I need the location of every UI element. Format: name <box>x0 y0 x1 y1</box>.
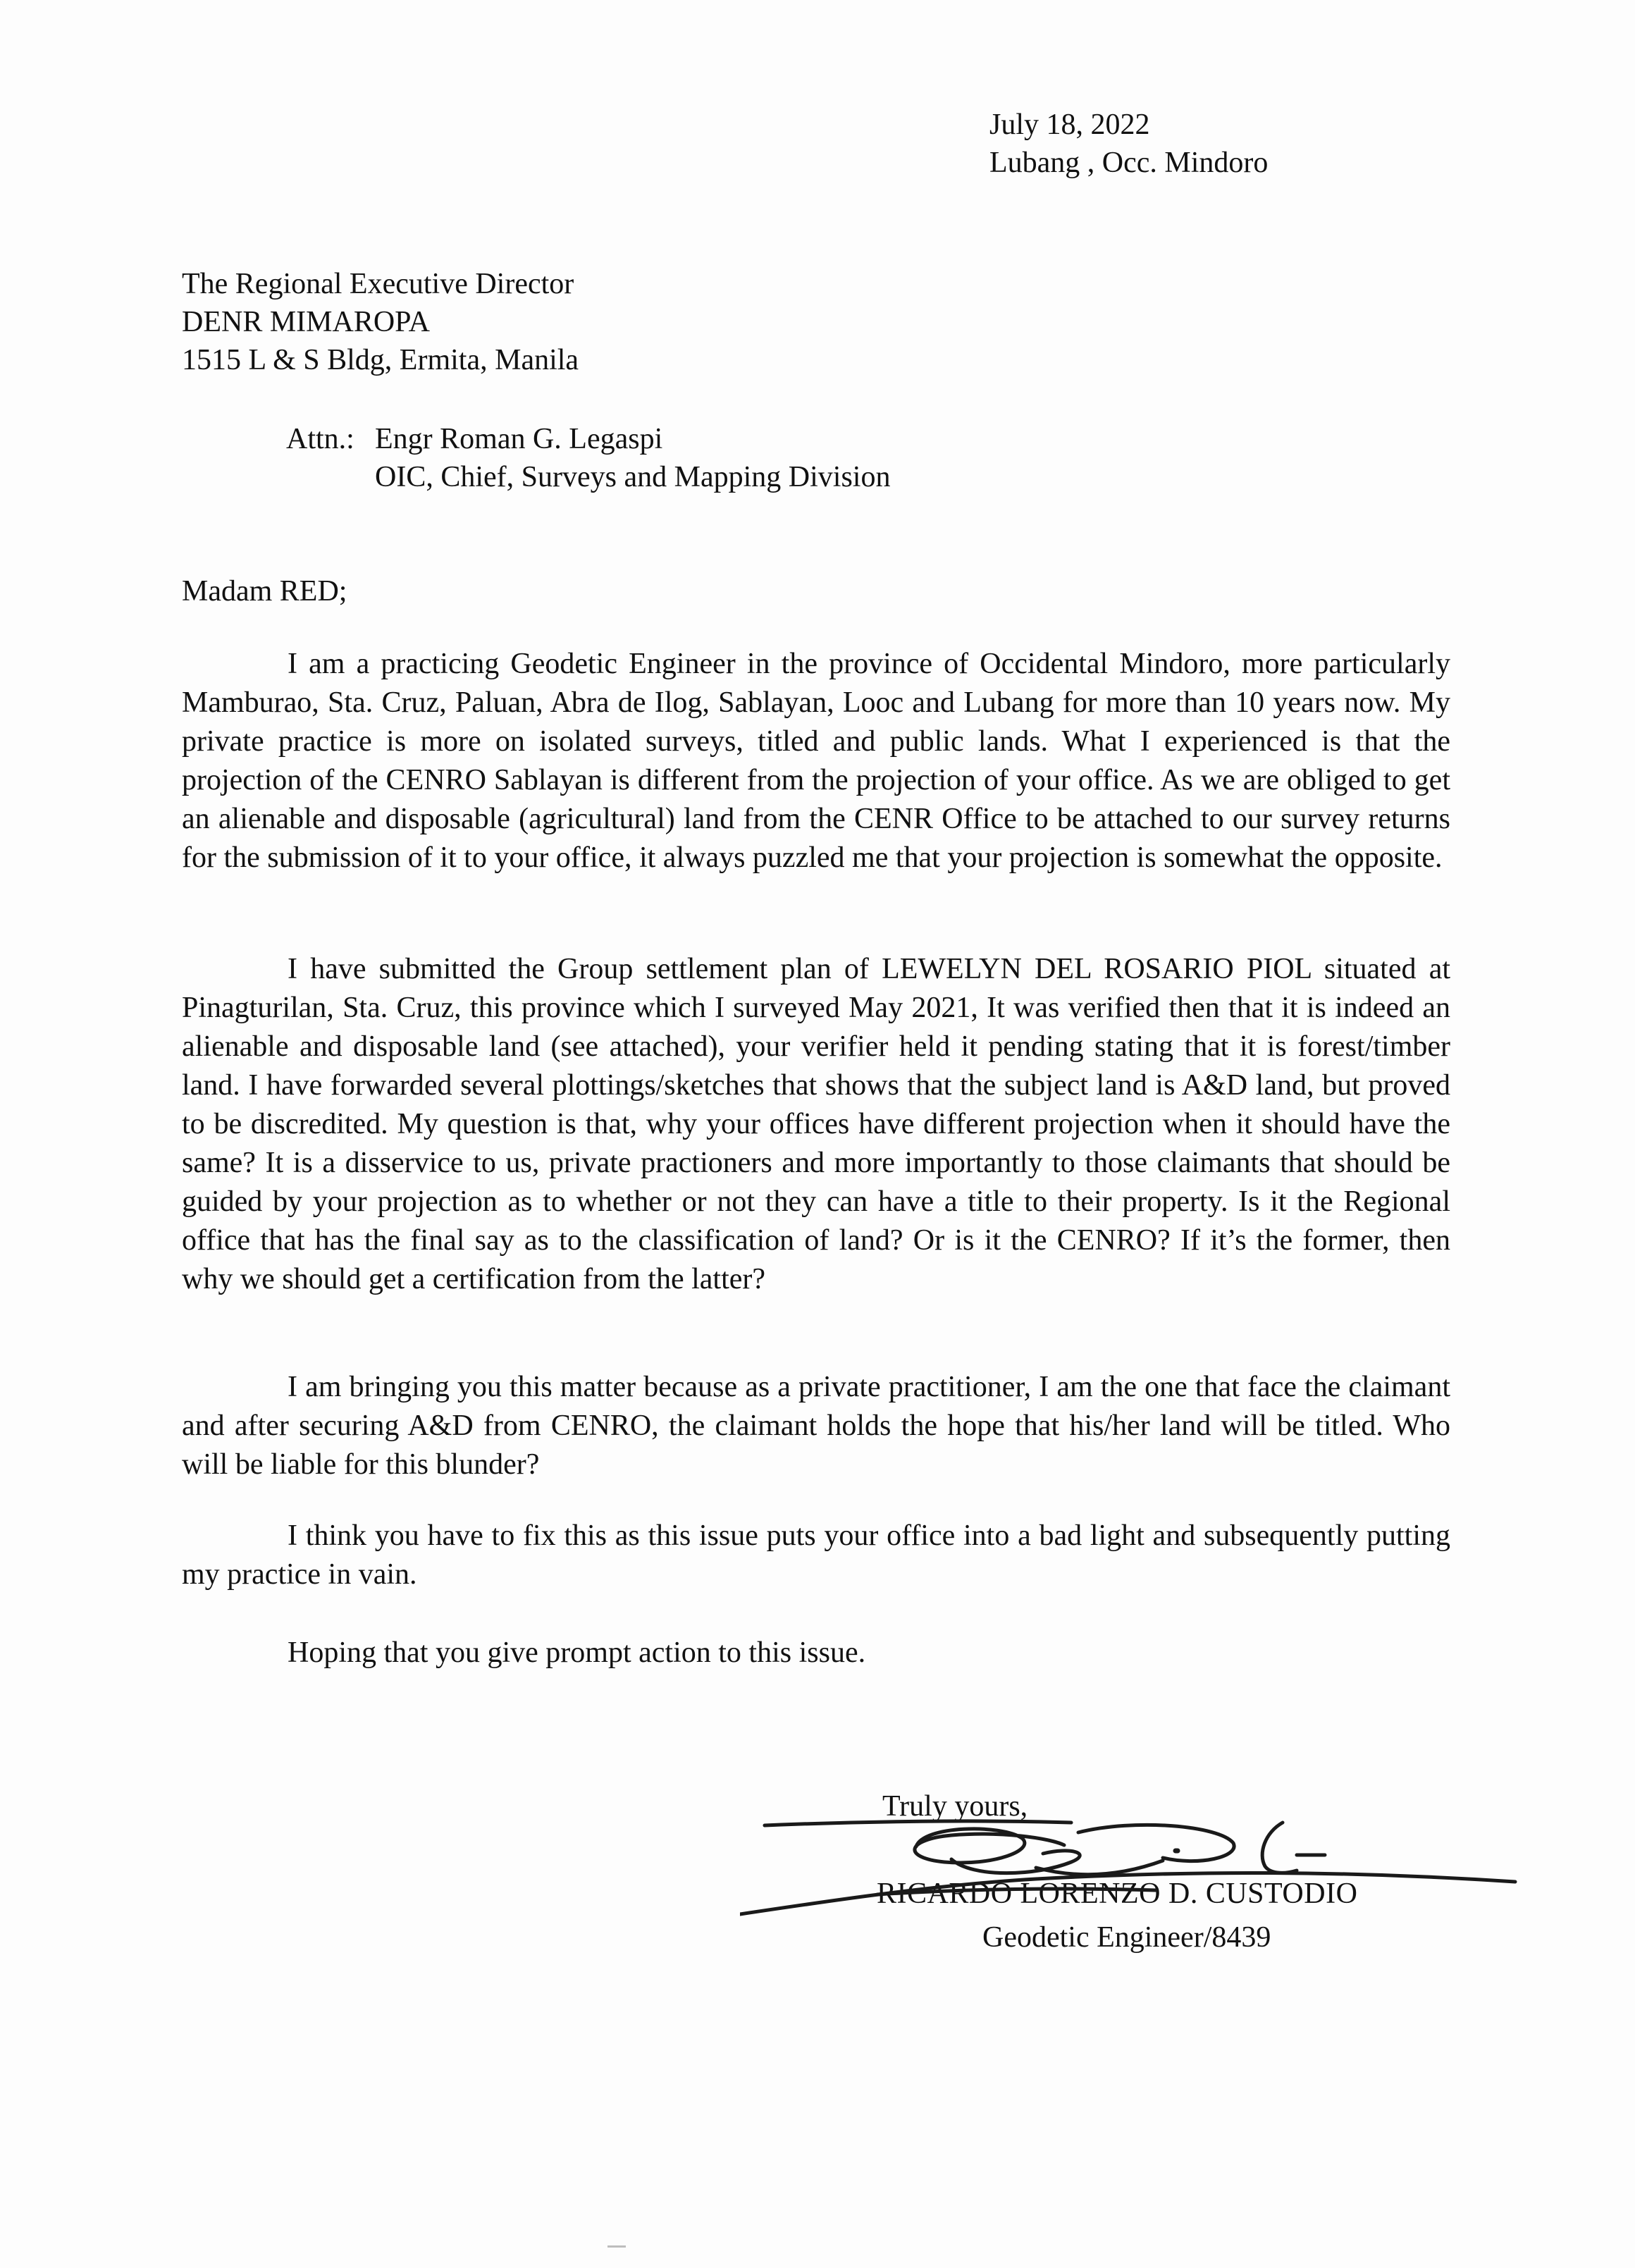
letter-place: Lubang , Occ. Mindoro <box>989 147 1269 179</box>
signatory-name: RICARDO LORENZO D. CUSTODIO <box>877 1878 1358 1910</box>
handwritten-signature <box>740 1811 1522 1938</box>
addressee-line-1: The Regional Executive Director <box>182 268 574 300</box>
dateline <box>989 106 1268 182</box>
closing: Truly yours, <box>882 1790 1028 1823</box>
body-paragraph-4: I think you have to fix this as this issue puts your office into a bad light and subsequently putting my practice in vain. <box>182 1520 1450 1591</box>
addressee-line-3: 1515 L & S Bldg, Ermita, Manila <box>182 344 579 376</box>
addressee-line-2: DENR MIMAROPA <box>182 306 431 338</box>
addressee-block <box>182 265 579 379</box>
stray-mark <box>607 2245 626 2248</box>
body-paragraph-3: I am bringing you this matter because as a private practitioner, I am the one that face the claimant and after securing A&D from CENRO, the claimant holds the hope that his/her land will be titled. Who will be liable for this blunder? <box>182 1371 1450 1481</box>
body-paragraph-5: Hoping that you give prompt action to this issue. <box>288 1637 866 1669</box>
body-paragraph-2: I have submitted the Group settlement plan of LEWELYN DEL ROSARIO PIOL situated at Pinagturilan, Sta. Cruz, this province which I surveyed May 2021, It was verified then that it is indeed an alienable and disposable land (see attached), your verifier held it pending stating that it is forest/timber land. I have forwarded several plottings/sketches that shows that the subject land is A&D land, but proved to be discredited. My question is that, why your offices have different projection when it should have the same? It is a disservice to us, private practioners and more importantly to those claimants that should be guided by your projection as to whether or not they can have a title to their property. Is it the Regional office that has the final say as to the classification of land? Or is it the CENRO? If it’s the former, then why we should get a certification from the latter? <box>182 953 1450 1295</box>
salutation: Madam RED; <box>182 575 347 608</box>
attention-block <box>375 420 890 496</box>
signatory-title: Geodetic Engineer/8439 <box>982 1921 1271 1954</box>
attention-label: Attn.: <box>286 423 354 455</box>
attention-name: Engr Roman G. Legaspi <box>375 423 663 455</box>
letter-date: July 18, 2022 <box>989 109 1150 141</box>
body-paragraph-1: I am a practicing Geodetic Engineer in the province of Occidental Mindoro, more particularly Mamburao, Sta. Cruz, Paluan, Abra de Ilog, Sablayan, Looc and Lubang for more than 10 years now. My private practice is more on isolated surveys, titled and public lands. What I experienced is that the projection of the CENRO Sablayan is different from the projection of your office. As we are obliged to get an alienable and disposable (agricultural) land from the CENR Office to be attached to our survey returns for the submission of it to your office, it always puzzled me that your projection is somewhat the opposite. <box>182 648 1450 874</box>
attention-position: OIC, Chief, Surveys and Mapping Division <box>375 461 891 493</box>
